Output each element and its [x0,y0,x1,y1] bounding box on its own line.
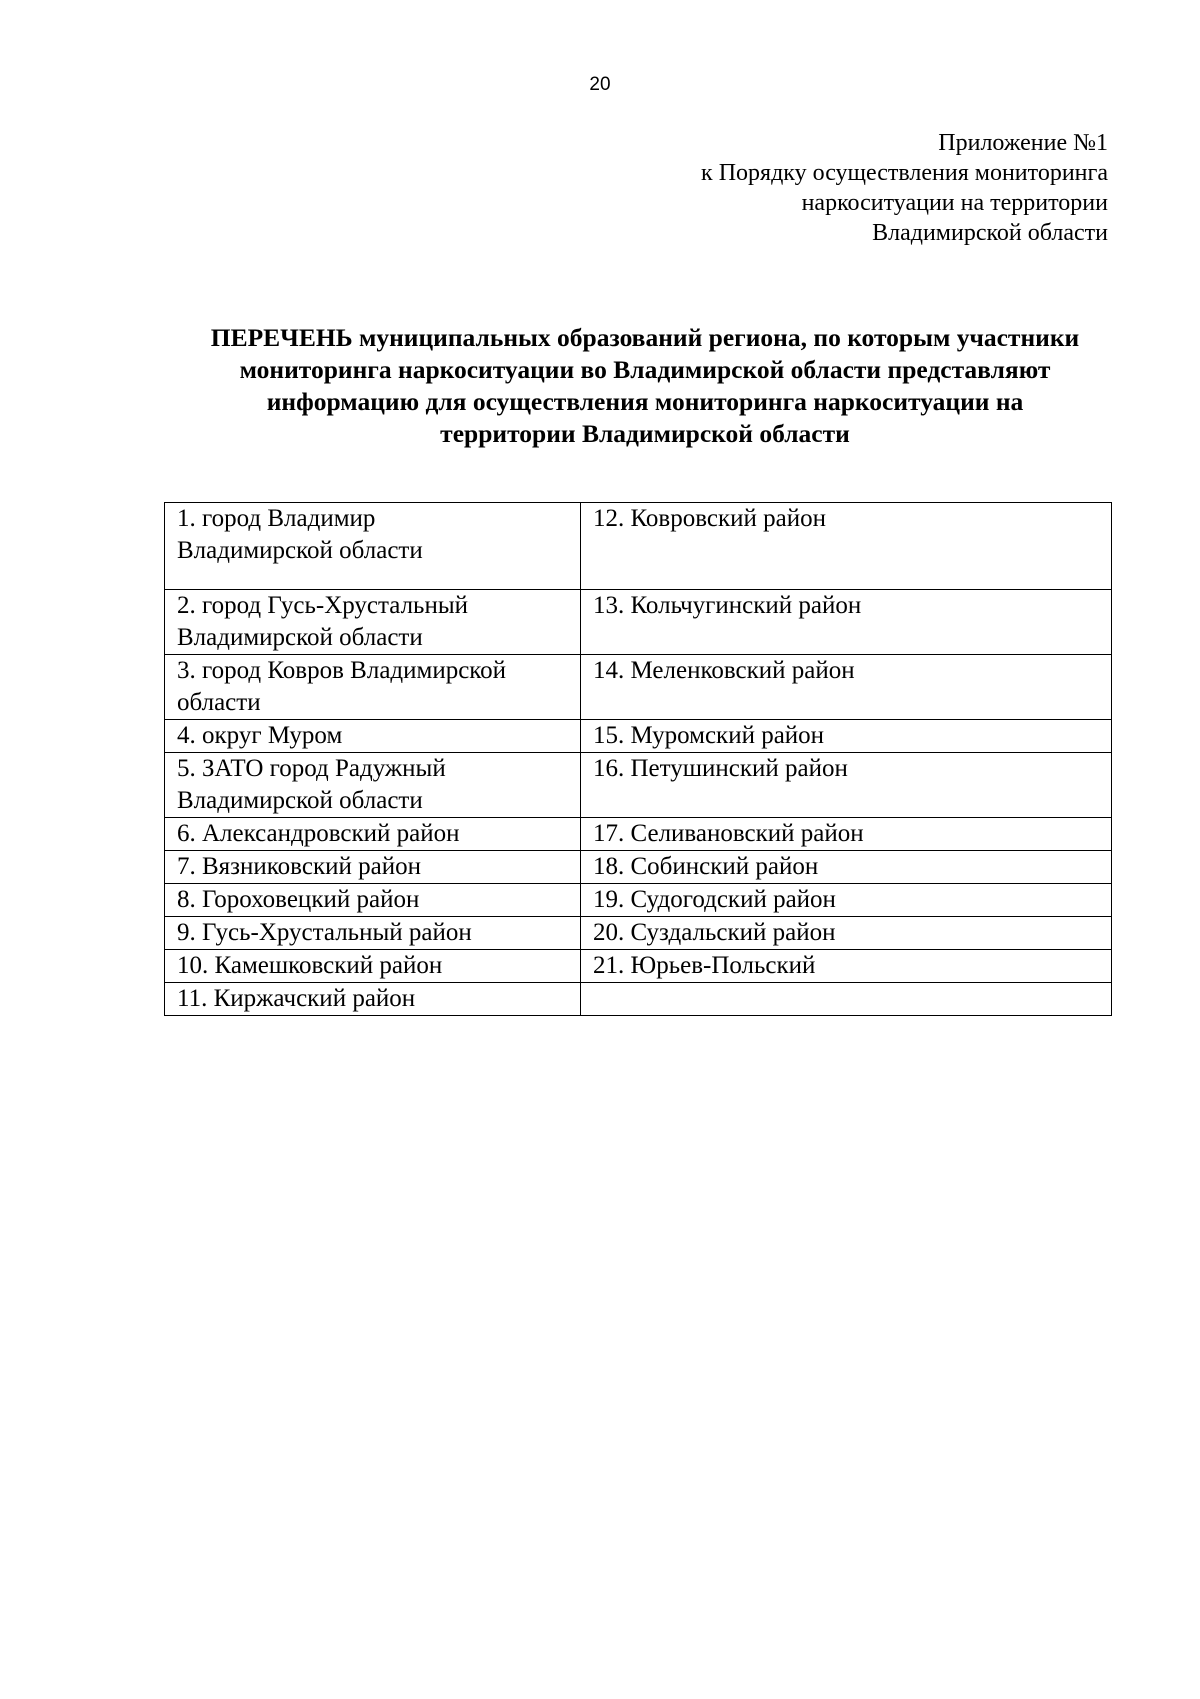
annex-line: Владимирской области [872,220,1108,246]
cell-text: 20. Суздальский район [593,919,836,946]
table-cell-right [581,983,1112,1016]
cell-text: 19. Судогодский район [593,886,836,913]
table-cell-right [581,884,1112,917]
table-row [165,503,1112,590]
cell-text: 8. Гороховецкий район [177,886,420,913]
cell-text: 5. ЗАТО город Радужный [177,755,446,782]
table-cell-right [581,655,1112,720]
cell-text: 10. Камешковский район [177,952,443,979]
table-cell-left [165,950,581,983]
table-cell-right [581,818,1112,851]
table-cell-right [581,950,1112,983]
municipalities-table [164,502,1112,1016]
table-cell-right [581,753,1112,818]
cell-text: 4. округ Муром [177,722,343,749]
cell-text: 14. Меленковский район [593,657,855,684]
cell-text: 15. Муромский район [593,722,825,749]
cell-text: Владимирской области [177,537,423,564]
cell-text: 3. город Ковров Владимирской [177,657,507,684]
cell-text: 9. Гусь-Хрустальный район [177,919,472,946]
table-cell-right [581,917,1112,950]
title-line: мониторинга наркоситуации во Владимирской области представляют [239,355,1051,384]
table-cell-right [581,590,1112,655]
cell-text: 11. Киржачский район [177,985,416,1012]
cell-text: области [177,689,261,716]
table-cell-left [165,917,581,950]
title-line: территории Владимирской области [440,419,850,448]
page-number: 20 [589,74,611,95]
cell-text: Владимирской области [177,624,423,651]
table-row [165,590,1112,655]
table-cell-left [165,503,581,590]
document-title [150,322,1140,450]
cell-text: 12. Ковровский район [593,505,826,532]
table-cell-left [165,590,581,655]
cell-text: 1. город Владимир [177,505,376,532]
table-row [165,753,1112,818]
table-row [165,818,1112,851]
cell-text: 13. Кольчугинский район [593,592,862,619]
table-row [165,983,1112,1016]
cell-text: 2. город Гусь-Хрустальный [177,592,469,619]
annex-line: наркоситуации на территории [801,190,1108,216]
table-row [165,720,1112,753]
cell-text: 21. Юрьев-Польский [593,952,816,979]
cell-text: 7. Вязниковский район [177,853,421,880]
table-cell-left [165,818,581,851]
table-row [165,884,1112,917]
table-row [165,851,1112,884]
annex-line: к Порядку осуществления мониторинга [701,160,1108,186]
cell-text: Владимирской области [177,787,423,814]
table-cell-right [581,720,1112,753]
annex-header [701,128,1108,248]
cell-text: 16. Петушинский район [593,755,848,782]
table-cell-left [165,753,581,818]
table-row [165,655,1112,720]
cell-text: 17. Селивановский район [593,820,864,847]
table-cell-left [165,983,581,1016]
cell-text: 6. Александровский район [177,820,460,847]
table-cell-right [581,851,1112,884]
title-line: ПЕРЕЧЕНЬ муниципальных образований региона, по которым участники [210,323,1080,352]
cell-text: 18. Собинский район [593,853,819,880]
title-line: информацию для осуществления мониторинга наркоситуации на [266,387,1024,416]
table-cell-left [165,655,581,720]
table-cell-left [165,884,581,917]
annex-line: Приложение №1 [938,130,1108,156]
table-row [165,950,1112,983]
table-cell-left [165,720,581,753]
table-cell-right [581,503,1112,590]
table-row [165,917,1112,950]
table-cell-left [165,851,581,884]
